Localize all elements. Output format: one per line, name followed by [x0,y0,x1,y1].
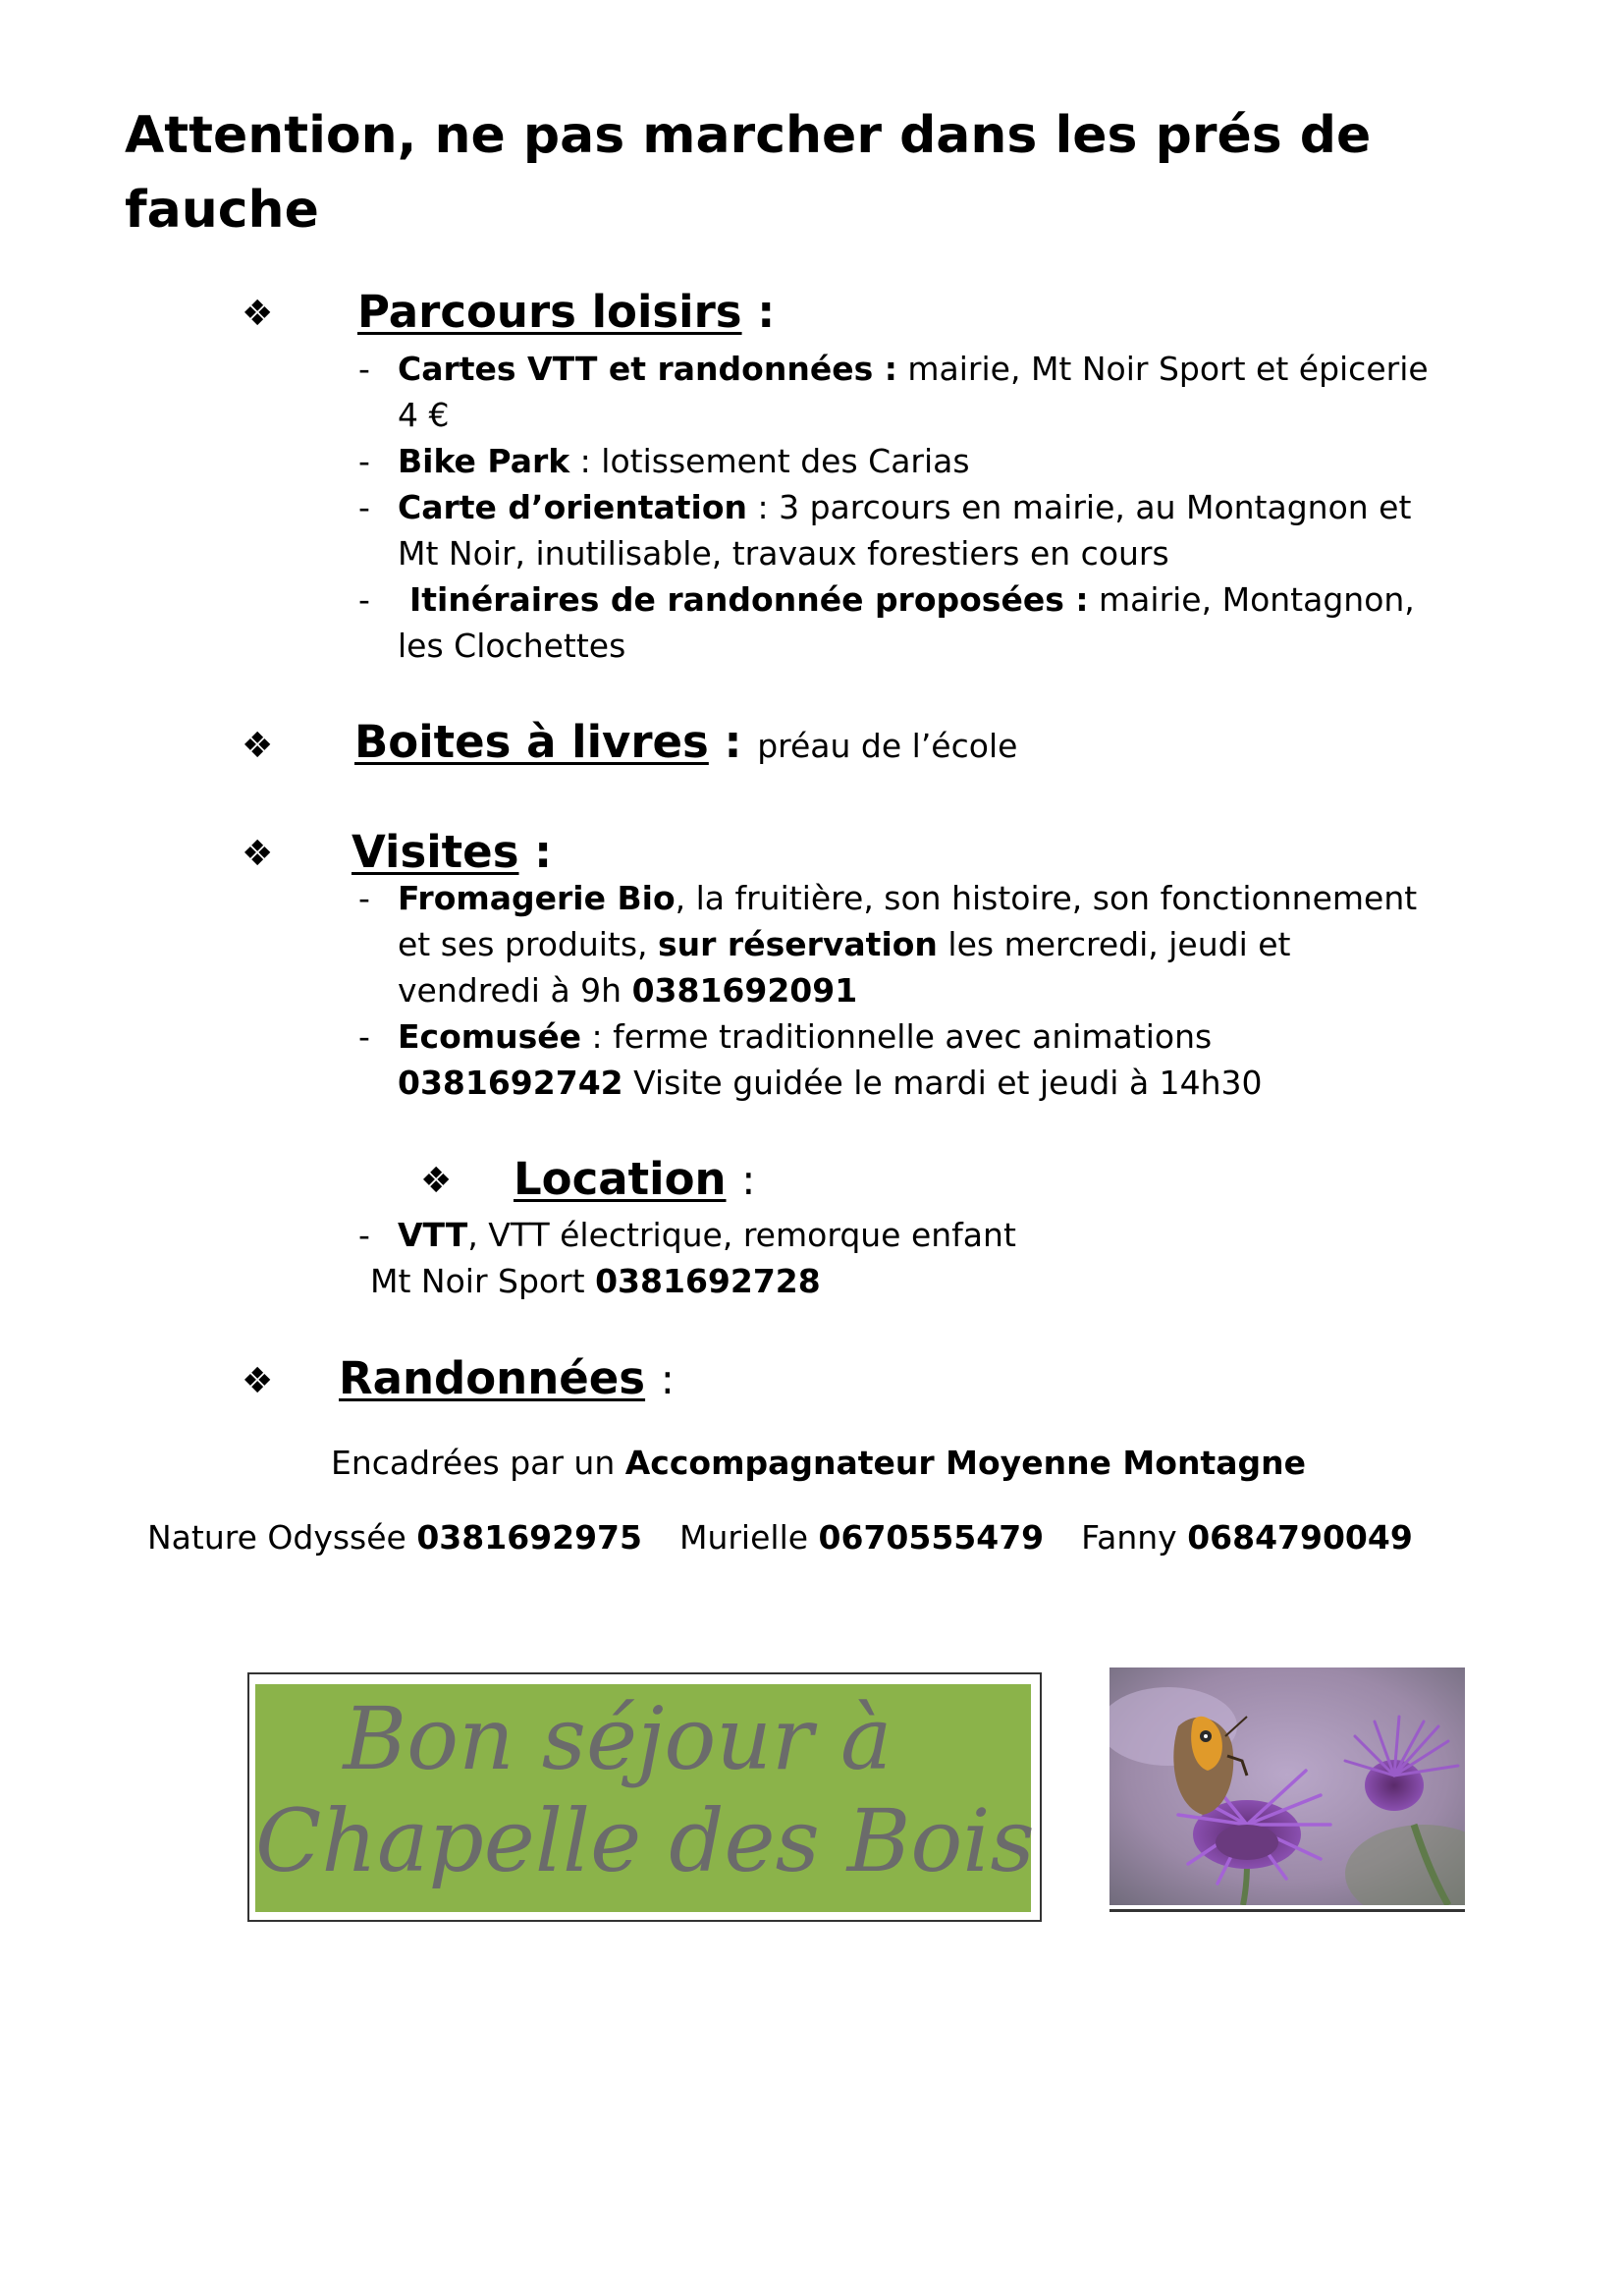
photo-underline [1109,1909,1465,1912]
contact [1081,1518,1413,1557]
item-text-cont: 4 € [398,396,450,434]
heading-text: Parcours loisirs [357,286,742,338]
dash: - [358,442,370,480]
list-item [398,1212,1016,1258]
contact [147,1518,642,1557]
dash: - [358,1216,370,1254]
item-label: Cartes VTT et randonnées : [398,350,897,388]
dash: - [358,580,370,619]
item-text: , la fruitière, son histoire, son fonctionnement [675,879,1418,917]
banner-line-2: Chapelle des Bois [255,1790,1035,1891]
bullet-diamond-icon: ❖ [242,1361,274,1401]
item-text-cont [398,967,857,1013]
dash: - [358,350,370,388]
section-heading-boites [354,715,1017,774]
contact [679,1518,1044,1557]
text-part: et ses produits, [398,925,659,963]
phone-number: 0381692091 [631,971,858,1010]
contacts-line [147,1514,1413,1560]
item-text-cont: les Clochettes [398,627,626,665]
text-part: Encadrées par un [331,1444,625,1482]
text-part: vendredi à 9h [398,971,632,1010]
item-text: : 3 parcours en mairie, au Montagnon et [747,488,1412,526]
item-text-cont: Mt Noir, inutilisable, travaux forestiers en cours [398,534,1169,573]
heading-colon: : [724,716,742,768]
heading-colon: : [534,826,553,878]
text-part: Visite guidée le mardi et jeudi à 14h30 [622,1064,1263,1102]
text-part: les mercredi, jeudi et [937,925,1291,963]
section-heading-randonnees [339,1351,675,1407]
section-heading-visites [352,825,552,880]
heading-text: Boites à livres [354,716,709,768]
phone-number: 0381692742 [398,1064,623,1102]
item-text: : ferme traditionnelle avec animations [581,1017,1213,1056]
contact-name: Fanny [1081,1518,1188,1557]
list-item [398,484,1411,530]
heading-colon: : [741,1156,756,1204]
heading-text: Visites [352,826,519,878]
butterfly-flower-photo [1109,1667,1465,1905]
item-label: Fromagerie Bio [398,879,676,917]
text-bold: Accompagnateur Moyenne Montagne [624,1444,1306,1482]
dash: - [358,488,370,526]
phone-number: 0381692975 [416,1518,642,1557]
item-text: : lotissement des Carias [569,442,970,480]
item-label: Carte d’orientation [398,488,747,526]
heading-text: Location [514,1153,727,1205]
text-part: Mt Noir Sport [370,1262,596,1300]
item-text: mairie, Mt Noir Sport et épicerie [896,350,1429,388]
item-text: mairie, Montagnon, [1088,580,1415,619]
bullet-diamond-icon: ❖ [242,834,274,874]
heading-text: Randonnées [339,1352,646,1404]
page-title: Attention, ne pas marcher dans les prés de fauche [125,106,1372,240]
photo-illustration [1109,1667,1465,1905]
dash: - [358,879,370,917]
list-item [398,1013,1212,1060]
item-text: , VTT électrique, remorque enfant [467,1216,1016,1254]
dash: - [358,1017,370,1056]
item-text-cont [370,1258,821,1304]
list-item [398,346,1429,392]
item-text-cont [398,921,1290,967]
list-item [409,576,1415,623]
guide-line [331,1440,1306,1486]
item-label: Itinéraires de randonnée proposées : [409,580,1089,619]
phone-number: 0684790049 [1187,1518,1413,1557]
bullet-diamond-icon: ❖ [420,1161,453,1201]
phone-number: 0381692728 [595,1262,821,1300]
section-heading-parcours [357,285,775,340]
banner-line-1: Bon séjour à [343,1688,893,1789]
contact-name: Nature Odyssée [147,1518,417,1557]
item-label: Ecomusée [398,1017,582,1056]
item-text-cont [398,1060,1263,1106]
heading-colon: : [660,1355,675,1403]
list-item [398,438,970,484]
heading-colon: : [757,286,776,338]
list-item [398,875,1417,921]
welcome-banner [247,1672,1042,1922]
section-heading-location [514,1152,755,1208]
text-bold: sur réservation [658,925,938,963]
item-label: Bike Park [398,442,570,480]
bullet-diamond-icon: ❖ [242,726,274,766]
banner-background [255,1684,1035,1912]
phone-number: 0670555479 [818,1518,1045,1557]
bullet-diamond-icon: ❖ [242,294,274,334]
contact-name: Murielle [678,1518,819,1557]
heading-after-text: préau de l’école [757,727,1018,765]
item-label: VTT [398,1216,468,1254]
